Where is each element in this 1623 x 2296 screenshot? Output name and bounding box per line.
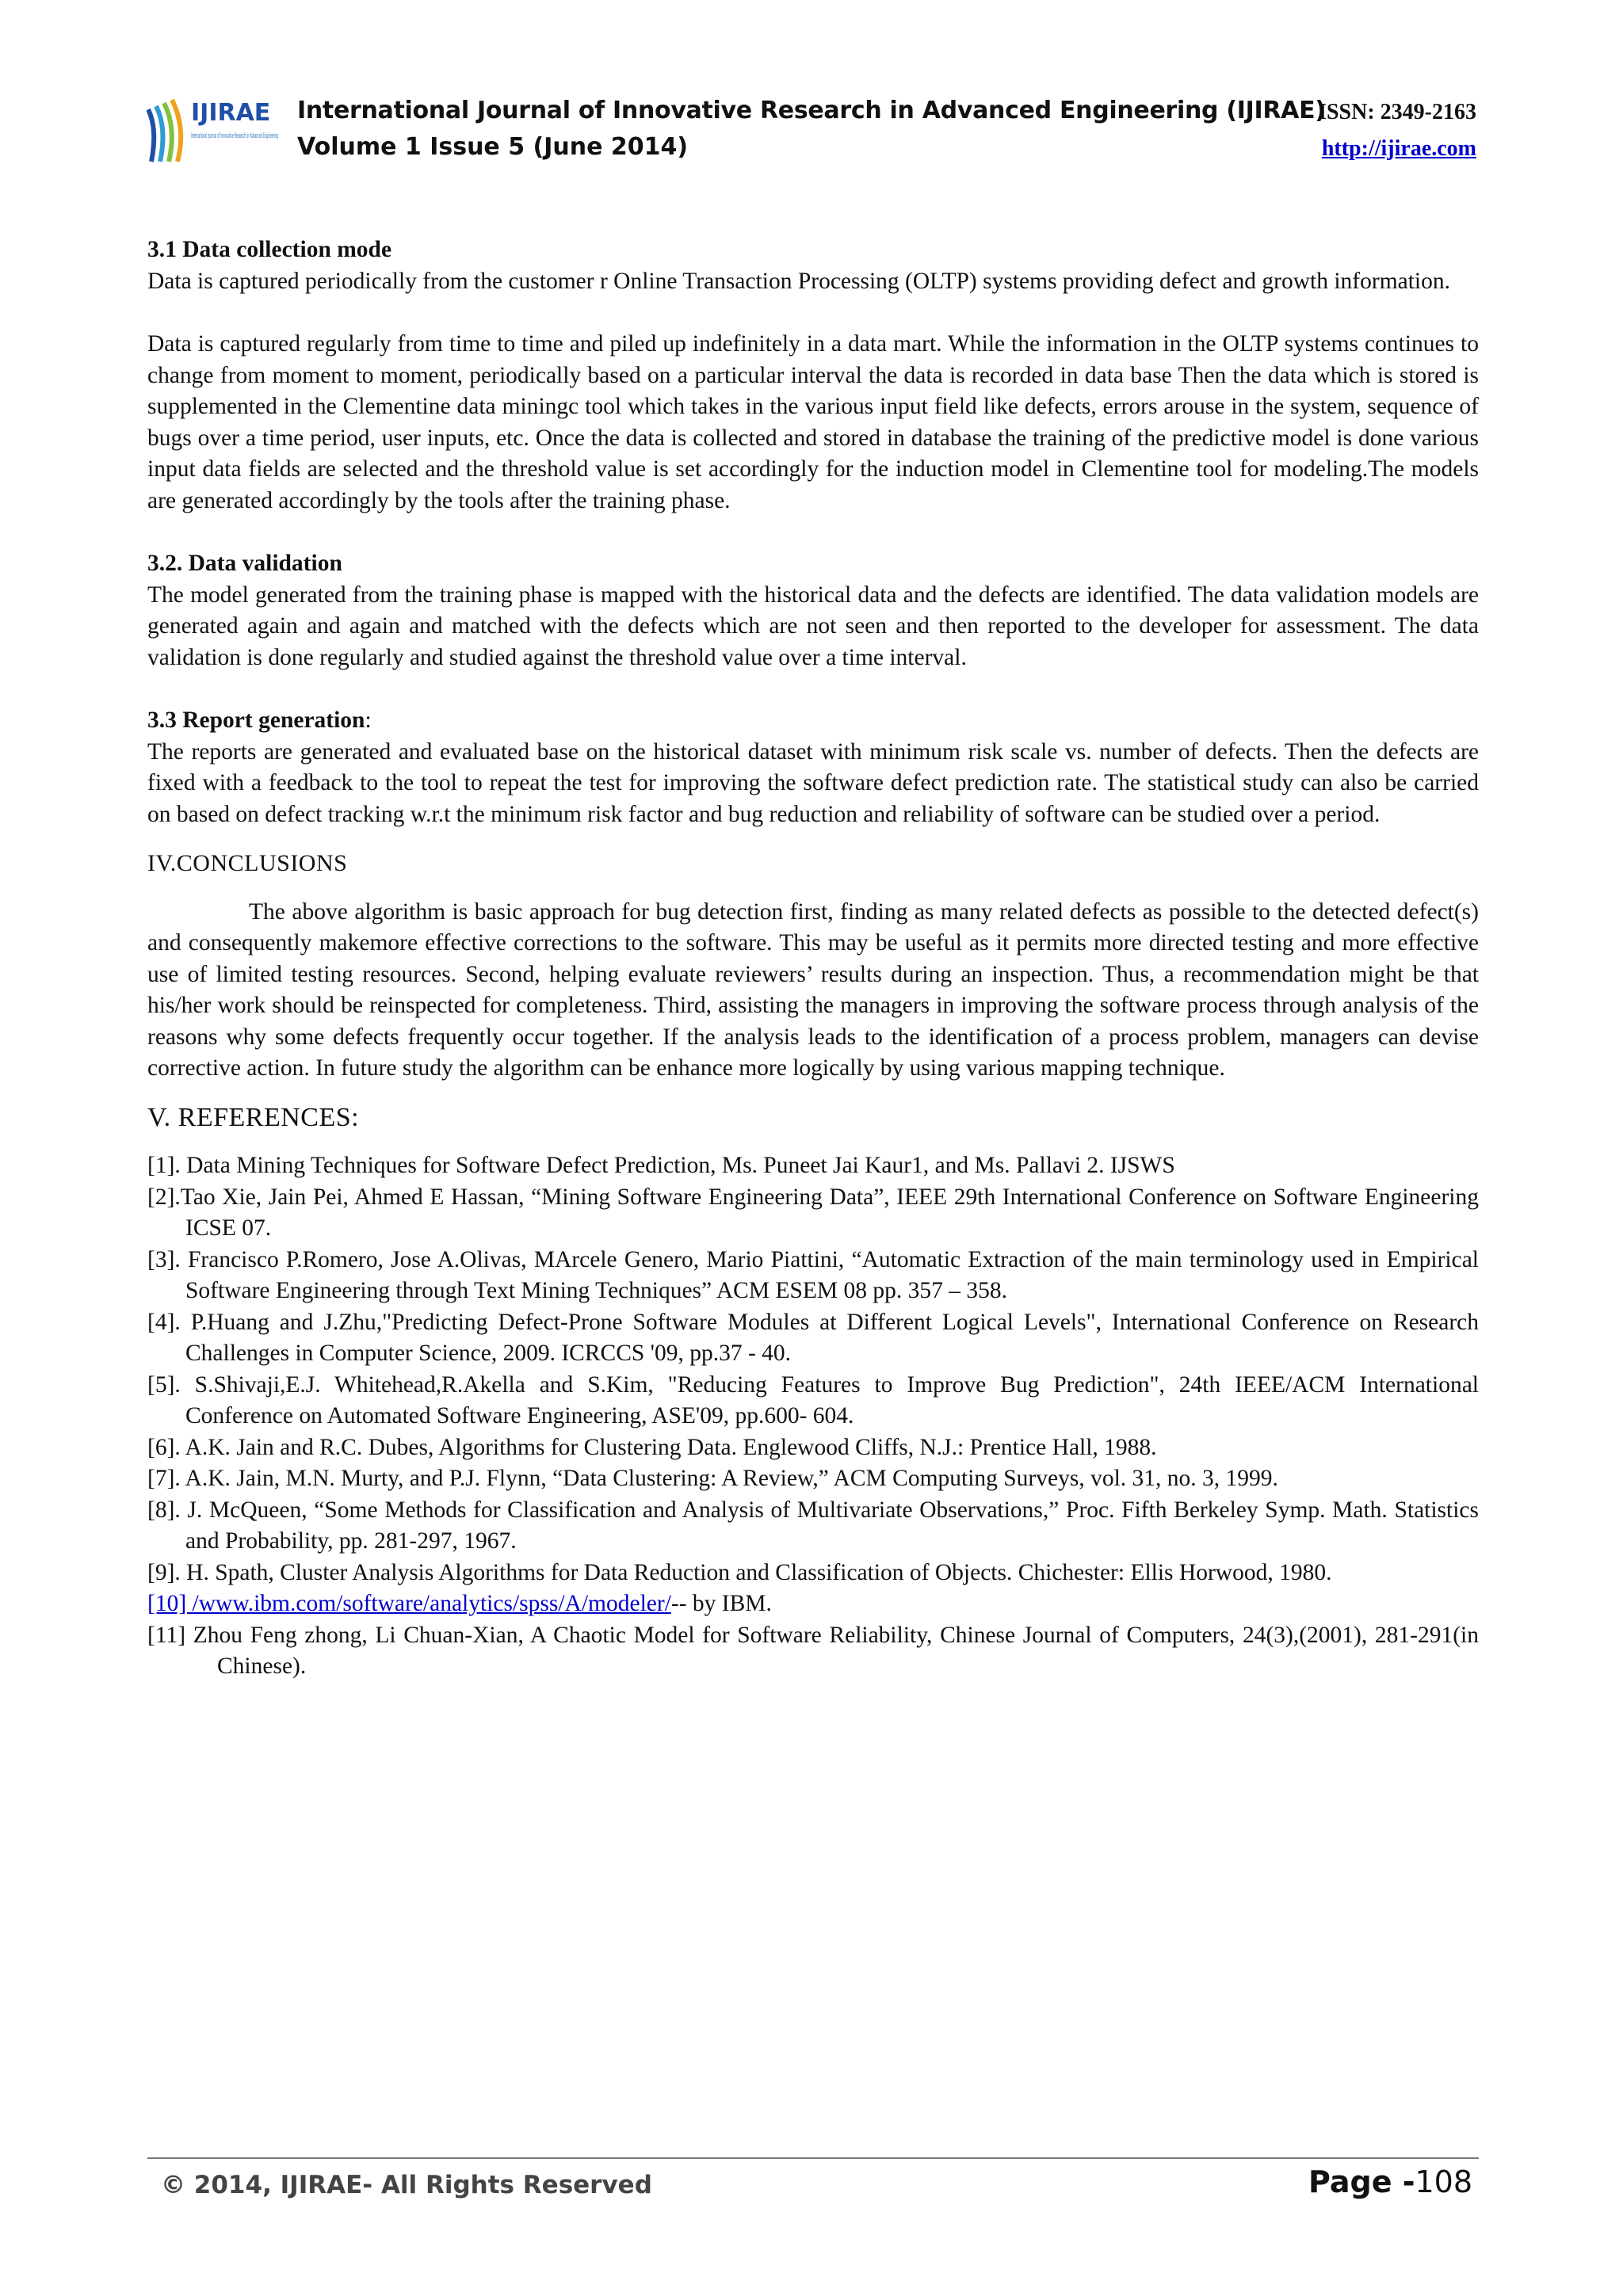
footer-page-number: [1308, 2164, 1472, 2199]
paragraph: The above algorithm is basic approach for bug detection first, finding as many related defects as possible to the detected defect(s) and consequently makemore effective corrections to the software. This may be useful as it permits more directed testing and more effective use of limited testing resources. Second, helping evaluate reviewers’ results during an inspection. Thus, a recommendation might be that his/her work should be reinspected for completeness. Third, assisting the managers in improving the software process through analysis of the reasons why some defects frequently occur together. If the analysis leads to the identification of a process problem, managers can devise corrective action. In future study the algorithm can be enhance more logically by using various mapping technique.: [147, 898, 1479, 1081]
spacer: [147, 1133, 1479, 1150]
reference-item: [4]. P.Huang and J.Zhu,"Predicting Defect-Prone Software Modules at Different Logical Levels", International Conference on Research Challenges in Computer Science, 2009. ICRCCS '09, pp.37 - 40.: [147, 1309, 1479, 1366]
spacer: [147, 673, 1479, 705]
paragraph: The reports are generated and evaluated base on the historical dataset with minimum risk scale vs. number of defects. Then the defects are fixed with a feedback to the tool to repeat the test for improving the software defect prediction rate. The statistical study can also be carried on based on defect tracking w.r.t the minimum risk factor and bug reduction and reliability of software can be studied over a period.: [147, 738, 1479, 827]
logo-stripes: [148, 100, 181, 162]
reference-item: [3]. Francisco P.Romero, Jose A.Olivas, MArcele Genero, Mario Piattini, “Automatic Extraction of the main terminology used in Empirical Software Engineering through Text Mining Techniques” ACM ESEM 08 pp. 357 – 358.: [147, 1246, 1479, 1303]
reference-10-link[interactable]: [10] /www.ibm.com/software/analytics/spss/A/modeler/: [147, 1591, 671, 1616]
logo-text: IJIRAE: [191, 99, 271, 127]
reference-list: [147, 1150, 1479, 1683]
reference-item: [9]. H. Spath, Cluster Analysis Algorithms for Data Reduction and Classification of Objects. Chichester: Ellis Horwood, 1980.: [147, 1559, 1332, 1585]
spacer: [147, 830, 1479, 848]
section-heading-3-1: 3.1 Data collection mode: [147, 237, 392, 262]
journal-volume: Volume 1 Issue 5 (June 2014): [297, 133, 689, 161]
reference-10-suffix: -- by IBM.: [670, 1591, 772, 1616]
section-heading-3-3-line: [147, 705, 1479, 737]
footer-copyright: © 2014, IJIRAE- All Rights Reserved: [161, 2171, 652, 2199]
reference-item: [5]. S.Shivaji,E.J. Whitehead,R.Akella and S.Kim, "Reducing Features to Improve Bug Prediction", 24th IEEE/ACM International Conference on Automated Software Engineering, ASE'09, pp.600- 604.: [147, 1371, 1479, 1428]
reference-item: [6]. A.K. Jain and R.C. Dubes, Algorithms for Clustering Data. Englewood Cliffs, N.J.: Prentice Hall, 1988.: [147, 1434, 1157, 1460]
paragraph: The model generated from the training phase is mapped with the historical data and the defects are identified. The data validation models are generated again and again and matched with the defects which are not seen and then reported to the developer for assessment. The data validation is done regularly and studied against the threshold value over a time interval.: [147, 582, 1479, 670]
section-heading-3-2: 3.2. Data validation: [147, 551, 342, 576]
footer-divider: [147, 2157, 1479, 2159]
reference-item-10: [147, 1589, 1479, 1620]
reference-item: [1]. Data Mining Techniques for Software Defect Prediction, Ms. Puneet Jai Kaur1, and Ms. Pallavi 2. IJSWS: [147, 1153, 1175, 1178]
section-heading-3-3: 3.3 Report generation: [147, 707, 365, 733]
paragraph: Data is captured regularly from time to time and piled up indefinitely in a data mart. While the information in the OLTP systems continues to change from moment to moment, periodically based on a particular interval the data is recorded in data base Then the data which is stored is supplemented in the Clementine data miningc tool which takes in the various input field like defects, errors arouse in the system, sequence of bugs over a time period, user inputs, etc. Once the data is collected and stored in database the training of the predictive model is done various input data fields are selected and the threshold value is set accordingly for the induction model in Clementine tool for modeling.The models are generated accordingly by the tools after the training phase.: [147, 331, 1479, 513]
spacer: [147, 1085, 1479, 1102]
page-label: Page -: [1308, 2164, 1415, 2199]
page-body: [147, 235, 1479, 1683]
page-header: [147, 93, 1476, 173]
paragraph: Data is captured periodically from the customer r Online Transaction Processing (OLTP) systems providing defect and growth information.: [147, 268, 1451, 294]
issn: ISSN: 2349-2163: [1318, 100, 1476, 124]
heading-colon: :: [365, 707, 372, 733]
reference-item: [2].Tao Xie, Jain Pei, Ahmed E Hassan, “Mining Software Engineering Data”, IEEE 29th International Conference on Software Engineering ICSE 07.: [147, 1184, 1479, 1241]
journal-title: International Journal of Innovative Research in Advanced Engineering (IJIRAE): [297, 97, 1326, 124]
journal-url-link[interactable]: http://ijirae.com: [1321, 136, 1476, 161]
spacer: [147, 517, 1479, 548]
page-number: 108: [1415, 2164, 1472, 2199]
reference-item-11: [11] Zhou Feng zhong, Li Chuan-Xian, A Chaotic Model for Software Reliability, Chinese Journal of Computers, 24(3),(2001), 281-291(in Chinese).: [147, 1622, 1479, 1679]
spacer: [147, 297, 1479, 329]
logo-subtext: International Journal of Innovative Research in Advanced Engineering: [191, 132, 278, 140]
reference-item: [7]. A.K. Jain, M.N. Murty, and P.J. Flynn, “Data Clustering: A Review,” ACM Computing Surveys, vol. 31, no. 3, 1999.: [147, 1466, 1278, 1491]
section-heading-conclusions: IV.CONCLUSIONS: [147, 850, 348, 876]
section-heading-references: V. REFERENCES:: [147, 1102, 360, 1132]
reference-item: [8]. J. McQueen, “Some Methods for Classification and Analysis of Multivariate Observations,” Proc. Fifth Berkeley Symp. Math. Statistics and Probability, pp. 281-297, 1967.: [147, 1497, 1479, 1554]
spacer: [147, 879, 1479, 897]
ijirae-logo: [147, 93, 281, 165]
